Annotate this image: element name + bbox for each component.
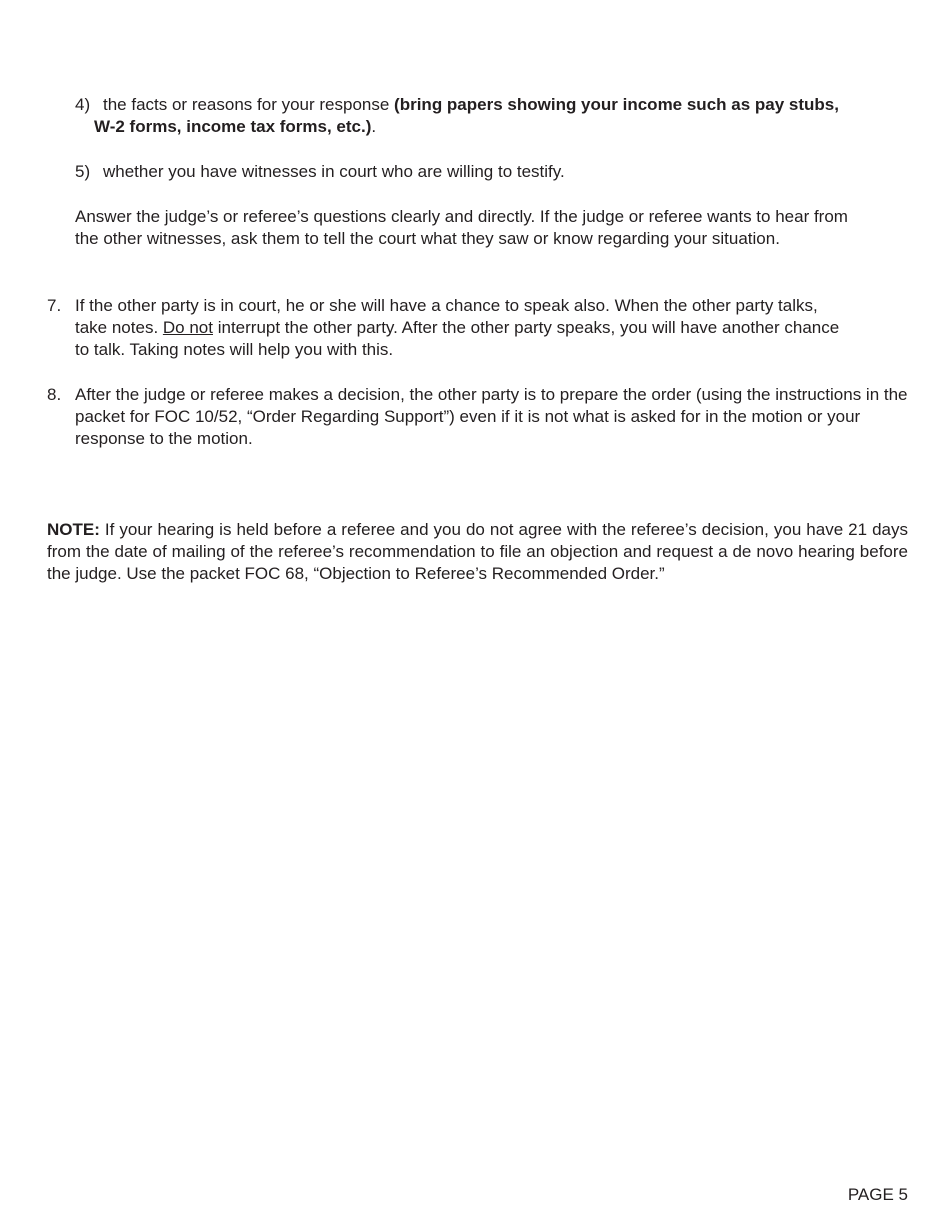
list-item-text: whether you have witnesses in court who are willing to testify. xyxy=(103,162,565,181)
list-item-text-after: interrupt the other party. After the other party speaks, you will have another chance to talk. Taking notes will help you with this. xyxy=(75,318,840,359)
list-item-number: 5) xyxy=(75,162,91,181)
list-item-body xyxy=(75,295,847,361)
list-item-bold-text: (bring papers showing your income such as pay stubs, W-2 forms, income tax forms, etc.) xyxy=(94,95,839,136)
list-item-number: 4) xyxy=(75,95,91,114)
note-label: NOTE: xyxy=(47,520,100,539)
list-item-text-before: If the other party is in court, he or she will have a chance to speak also. When the other party talks, take notes. xyxy=(75,296,818,337)
answer-paragraph: Answer the judge’s or referee’s questions clearly and directly. If the judge or referee wants to hear from the other witnesses, ask them to tell the court what they saw or know regarding your situation. xyxy=(75,207,848,248)
list-item-number: 7. xyxy=(47,296,62,315)
note-text: If your hearing is held before a referee and you do not agree with the referee’s decision, you have 21 days from the date of mailing of the referee’s recommendation to file an objection and request a de novo hearing before the judge. Use the packet FOC 68, “Objection to Referee’s Recommended Order.” xyxy=(47,520,908,583)
note-paragraph xyxy=(47,519,908,585)
list-item-8 xyxy=(47,384,917,450)
list-item-4 xyxy=(75,94,865,138)
page-number: PAGE 5 xyxy=(847,1185,908,1204)
list-item-end: . xyxy=(371,117,377,136)
list-item-text: the facts or reasons for your response xyxy=(103,95,395,114)
list-item-body xyxy=(75,161,865,183)
list-item-number: 8. xyxy=(47,385,62,404)
list-item-body xyxy=(75,94,865,138)
emphasis-underlined: Do not xyxy=(162,318,213,337)
list-item-7 xyxy=(47,295,847,361)
list-item-body: After the judge or referee makes a decision, the other party is to prepare the order (using the instructions in the packet for FOC 10/52, “Order Regarding Support”) even if it is not what is asked for in the motion or your response to the motion. xyxy=(75,385,908,448)
list-item-5 xyxy=(75,161,865,183)
